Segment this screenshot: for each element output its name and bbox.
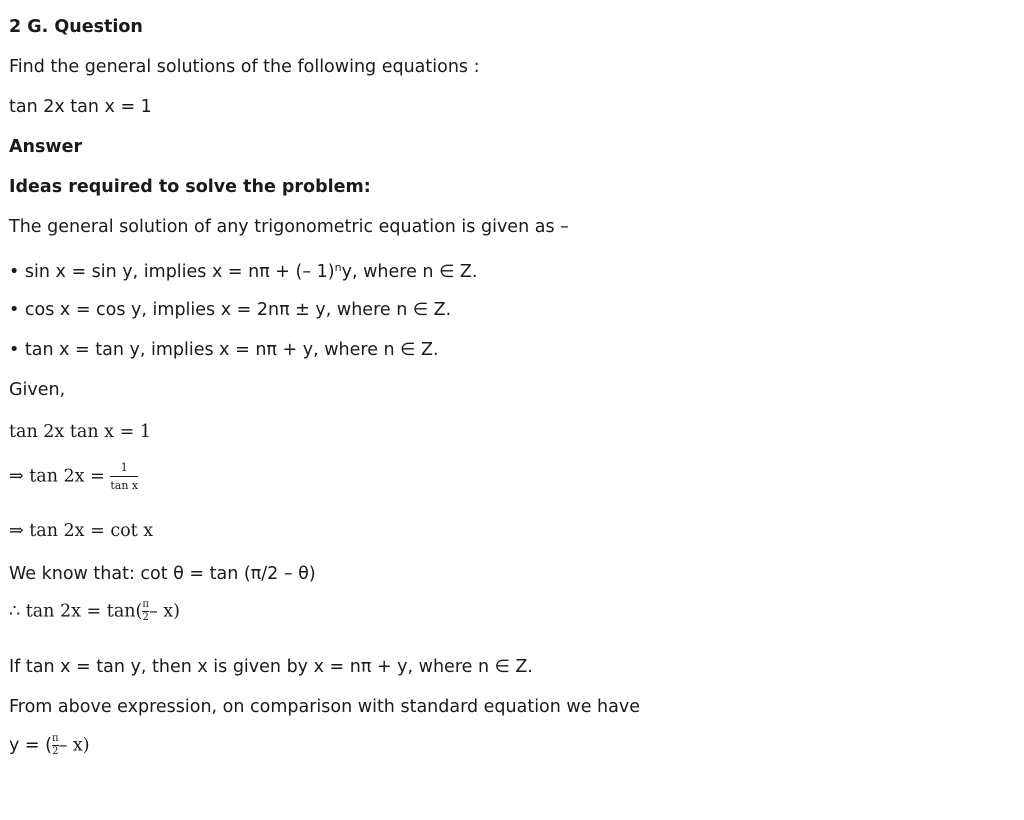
- bullet-sin-tail: y, where n ∈ Z.: [341, 262, 478, 282]
- identity-statement: We know that: cot θ = tan (π/2 – θ): [9, 564, 316, 584]
- question-equation: tan 2x tan x = 1: [9, 97, 152, 117]
- bullet-sin-exponent: n: [334, 261, 342, 274]
- step-tan-form: [9, 600, 180, 623]
- step-reciprocal-left: ⇒ tan 2x =: [9, 466, 105, 487]
- question-prompt: Find the general solutions of the following equations :: [9, 57, 480, 77]
- step-cot: ⇒ tan 2x = cot x: [9, 521, 154, 541]
- step-tan-form-left: ∴ tan 2x = tan(: [9, 601, 143, 622]
- ideas-heading: Ideas required to solve the problem:: [9, 177, 371, 197]
- fraction-y-denominator: 2: [52, 746, 59, 757]
- bullet-cos: • cos x = cos y, implies x = 2nπ ± y, where n ∈ Z.: [9, 300, 452, 320]
- tan-rule: If tan x = tan y, then x is given by x = nπ + y, where n ∈ Z.: [9, 657, 533, 677]
- comparison-text: From above expression, on comparison with standard equation we have: [9, 697, 640, 717]
- bullet-tan: • tan x = tan y, implies x = nπ + y, where n ∈ Z.: [9, 340, 439, 360]
- step-reciprocal: [9, 462, 138, 491]
- ideas-intro: The general solution of any trigonometric equation is given as –: [9, 217, 569, 237]
- fraction-y-pi-over-2: [52, 734, 59, 757]
- fraction-pi-numerator: π: [142, 599, 149, 610]
- y-result-left: y = (: [9, 735, 52, 756]
- answer-heading: Answer: [9, 137, 83, 157]
- fraction-pi-denominator: 2: [142, 612, 149, 623]
- bullet-sin-main: • sin x = sin y, implies x = nπ + (– 1): [9, 262, 335, 282]
- bullet-sin: [9, 262, 477, 282]
- y-result-right: – x): [58, 735, 90, 756]
- step-tan-form-right: – x): [148, 601, 180, 622]
- fraction-y-numerator: π: [51, 733, 59, 744]
- fraction-one-over-tanx: [110, 462, 138, 491]
- y-result: [9, 734, 90, 757]
- fraction-numerator: 1: [120, 461, 128, 474]
- fraction-bar: [110, 476, 138, 477]
- given-label: Given,: [9, 380, 66, 400]
- fraction-denominator: tan x: [110, 479, 139, 492]
- step-original-equation: tan 2x tan x = 1: [9, 422, 151, 442]
- fraction-pi-over-2: [142, 600, 149, 623]
- question-heading: 2 G. Question: [9, 17, 143, 37]
